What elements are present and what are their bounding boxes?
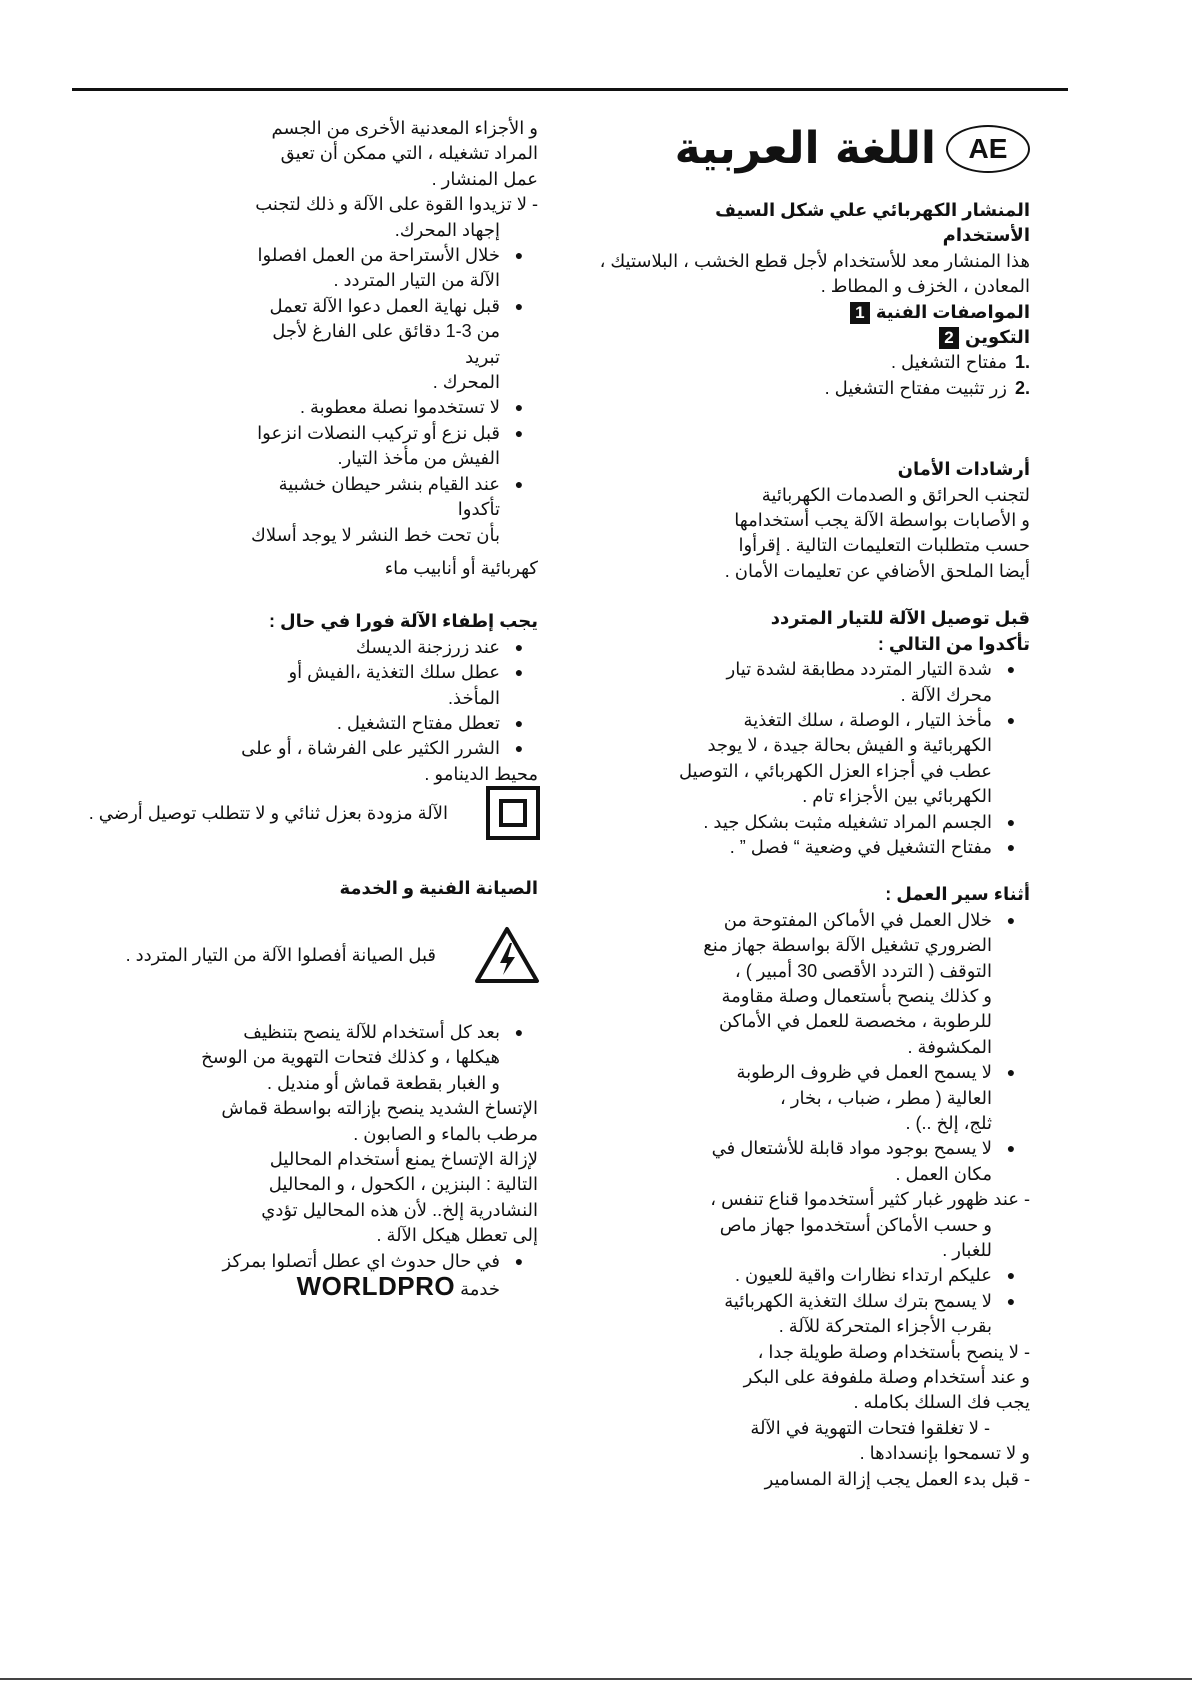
tail-line: - لا تغلقوا فتحات التهوية في الآلة [750,1417,990,1438]
specs-heading [620,300,1030,325]
safety-line: حسب متطلبات التعليمات التالية . إقرأوا [738,535,1030,556]
list-item: ● عليكم ارتداء نظارات واقية للعيون . [734,1265,1016,1286]
maint-line: مرطب بالماء و الصابون . [353,1123,538,1144]
list-item: ● لا تستخدموا نصلة معطوبة . [299,397,524,418]
list-item: ● لا يسمح بوجود مواد قابلة للأشتعال في مكان العمل . [711,1138,1016,1184]
right-column [599,118,1030,1492]
before-heading: قبل توصيل الآلة للتيار المتردد [770,608,1030,629]
safety-line: أيضا الملحق الأضافي عن تعليمات الأمان . [724,560,1030,581]
usage-heading: الأستخدام [942,225,1030,246]
dust-line: للغبار . [942,1240,992,1261]
list-item: ● الشرر الكثير على الفرشاة ، أو على [241,738,524,759]
brand-name: WORLDPRO [296,1271,456,1302]
list-item: ● مفتاح التشغيل في وضعية “ فصل ” . [729,836,1016,857]
figure-badge-1: 1 [850,302,870,324]
maint-line: إلى تعطل هيكل الآلة . [376,1225,538,1246]
list-item: ● عند زرزجنة الديسك [355,636,524,657]
list-item: ● بعد كل أستخدام للآلة ينصح بتنظيف هيكلها ، و كذلك فتحات التهوية من الوسخ و الغبار بقطعة قماش أو منديل . [201,1022,524,1093]
list-item: ● قبل نزع أو تركيب النصلات انزعوا الفيش من مأخذ التيار. [257,422,524,469]
maint-line: النشادرية إلخ.. لأن هذه المحاليل تؤدي [261,1199,538,1220]
electric-warning-icon [474,926,540,984]
bottom-divider [0,1678,1192,1680]
class-ii-double-insulation-icon [486,786,540,840]
maint-line: الإتساخ الشديد ينصح بإزالته بواسطة قماش [221,1098,538,1119]
during-heading: أثناء سير العمل : [885,884,1030,905]
list-item: ● شدة التيار المتردد مطابقة لشدة تيار محرك الآلة . [726,659,1016,705]
specs-heading-label: المواصفات الفنية [875,301,1030,322]
tail-line: - قبل بدء العمل يجب إزالة المسامير [764,1468,1030,1489]
force-line: إجهاد المحرك. [394,219,500,240]
tail-line: و لا تسمحوا بإنسدادها . [859,1443,1030,1464]
usage-line: هذا المنشار معد للأستخدام لأجل قطع الخشب ، البلاستيك ، [599,250,1030,271]
figure-badge-2: 2 [939,327,959,349]
list-item: ● في حال حدوث اي عطل أتصلوا بمركز [222,1250,524,1271]
cont-line: عمل المنشار . [431,168,538,189]
page-title: اللغة العربية [674,123,936,175]
class-ii-text: الآلة مزودة بعزل ثنائي و لا تتطلب توصيل أرضي . [88,802,448,823]
warning-note [70,926,540,984]
dust-line: و حسب الأماكن أستخدموا جهاز ماص [719,1214,992,1235]
service-heading: الصيانة الفنية و الخدمة [339,878,538,898]
product-title: المنشار الكهربائي علي شكل السيف [715,200,1030,220]
config-item-text: زر تثبيت مفتاح التشغيل . [824,377,1007,398]
config-item [620,376,1030,401]
config-item-text: مفتاح التشغيل . [890,352,1007,373]
tail-line: يجب فك السلك بكامله . [853,1392,1030,1413]
maintenance-block [201,1020,538,1302]
class-ii-note [70,786,540,840]
config-item-number: 1. [1014,352,1030,373]
list-item: ● مأخذ التيار ، الوصلة ، سلك التغذية الكهربائية و الفيش بحالة جيدة ، لا يوجد عطب في أجزاء العزل الكهربائي ، التوصيل الكهربائي بين الأجزاء تام . [678,709,1016,807]
force-line: - لا تزيدوا القوة على الآلة و ذلك لتجنب [255,194,538,215]
list-item: ● خلال العمل في الأماكن المفتوحة من الضروري تشغيل الآلة بواسطة جهاز منع التوقف ( التردد الأقصى 30 أمبير ) ، و كذلك ينصح بأستعمال وصلة مقاومة للرطوبة ، مخصصة للعمل في الأماكن المكشوفة . [703,909,1016,1057]
config-item [620,350,1030,375]
language-badge: AE [946,125,1030,173]
safety-line: لتجنب الحرائق و الصدمات الكهربائية [761,484,1030,505]
list-item: ● تعطل مفتاح التشغيل . [336,712,524,733]
config-heading [620,325,1030,350]
safety-line: و الأصابات بواسطة الآلة يجب أستخدامها [734,510,1030,531]
before-heading: تأكدوا من التالي : [877,633,1030,654]
service-brand-line [240,1271,538,1302]
config-heading-label: التكوين [965,327,1030,348]
warning-text: قبل الصيانة أفصلوا الآلة من التيار المتردد . [125,944,436,965]
list-item: ● عند القيام بنشر حيطان خشبية تأكدوا بأن تحت خط النشر لا يوجد أسلاك [251,473,524,545]
maint-line: التالية : البنزين ، الكحول ، و المحاليل [268,1174,538,1195]
maint-line: لإزالة الإتساخ يمنع أستخدام المحاليل [269,1149,538,1170]
usage-line: المعادن ، الخزف و المطاط . [820,276,1030,297]
service-word: خدمة [460,1279,500,1300]
list-item: ● قبل نهاية العمل دعوا الآلة تعمل من 3-1 دقائق على الفارغ لأجل تبريد المحرك . [269,295,524,393]
safety-heading: أرشادات الأمان [897,459,1030,480]
list-item: ● عطل سلك التغذية ،الفيش أو المأخذ. [288,662,524,708]
tail-line: و عند أستخدام وصلة ملفوفة على البكر [743,1367,1030,1388]
list-item: ● خلال الأستراحة من العمل افصلوا الآلة من التيار المتردد . [257,245,524,291]
stop-heading: يجب إطفاء الآلة فورا في حال : [268,611,538,632]
list-item: ● لا يسمح العمل في ظروف الرطوبة العالية ( مطر ، ضباب ، بخار ، ثلج، إلخ ..) . [736,1062,1016,1133]
cont-line: المراد تشغيله ، التي ممكن أن تعيق [280,143,538,164]
title-row [620,118,1030,180]
list-item: ● لا يسمح بترك سلك التغذية الكهربائية بقرب الأجزاء المتحركة للآلة . [724,1290,1016,1337]
dust-line: - عند ظهور غبار كثير أستخدموا قناع تنفس ، [710,1189,1030,1210]
cont-line: و الأجزاء المعدنية الأخرى من الجسم [271,118,538,138]
top-divider [72,88,1068,91]
config-item-number: 2. [1014,377,1030,398]
list-item: ● الجسم المراد تشغيله مثبت بشكل جيد . [703,811,1016,832]
left-column [240,116,538,787]
items-tail: كهربائية أو أنابيب ماء [384,557,538,578]
stop-tail: محيط الدينامو . [424,763,538,784]
tail-line: - لا ينصح بأستخدام وصلة طويلة جدا ، [757,1341,1030,1362]
service-heading-block [240,876,538,901]
